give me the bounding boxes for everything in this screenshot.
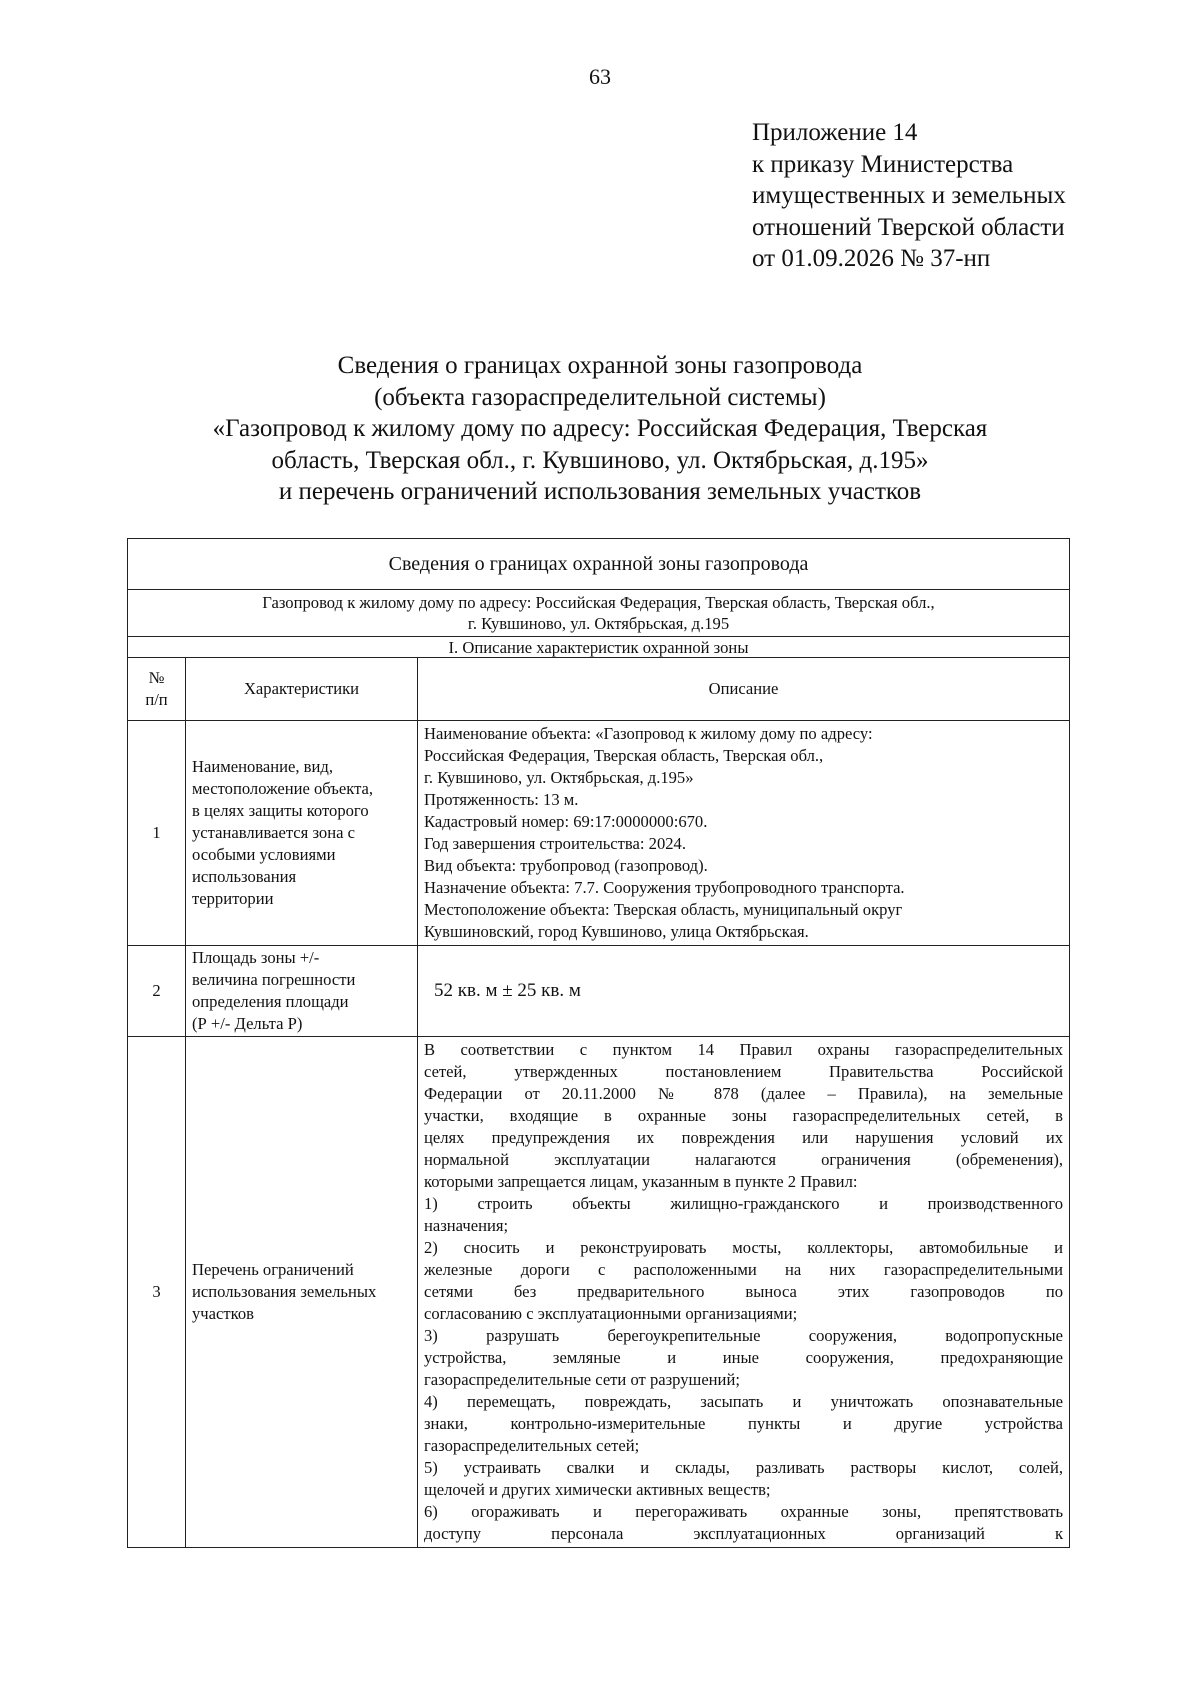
description-line: знаки, контрольно-измерительные пункты и другие устройства [424,1414,1064,1433]
description-line: щелочей и других химически активных веществ; [424,1480,771,1499]
characteristic-line: определения площади [192,992,349,1011]
description-line: г. Кувшиново, ул. Октябрьская, д.195» [424,768,694,787]
column-header-description: Описание [418,658,1070,721]
characteristic-line: Площадь зоны +/- [192,948,320,967]
description-line: Кувшиновский, город Кувшиново, улица Октябрьская. [424,922,809,941]
description-line: нормальной эксплуатации налагаются ограничения (обременения), [424,1150,1064,1169]
row-description [418,1037,1070,1548]
description-line: устройства, земляные и иные сооружения, предохраняющие [424,1348,1064,1367]
column-header-number-line: п/п [145,690,168,709]
description-line: сетей, утвержденных постановлением Правительства Российской [424,1062,1064,1081]
description-line: согласованию с эксплуатационными организациями; [424,1304,798,1323]
column-header-characteristics: Характеристики [186,658,418,721]
description-line: 2) сносить и реконструировать мосты, коллекторы, автомобильные и [424,1238,1064,1257]
description-line: Год завершения строительства: 2024. [424,834,686,853]
description-line: Протяженность: 13 м. [424,790,579,809]
title-line: (объекта газораспределительной системы) [374,383,826,411]
description-line: В соответствии с пунктом 14 Правил охраны газораспределительных [424,1040,1064,1059]
column-header-number [128,658,186,721]
description-line: доступу персонала эксплуатационных организаций к [424,1524,1064,1543]
characteristic-line: Наименование, вид, [192,757,333,776]
protection-zone-table [127,538,1070,1548]
characteristic-line: использования земельных [192,1282,377,1301]
description-line: назначения; [424,1216,509,1235]
characteristic-line: (Р +/- Дельта Р) [192,1014,303,1033]
object-name-line: Газопровод к жилому дому по адресу: Российская Федерация, Тверская область, Тверская обл., [262,593,935,612]
characteristic-line: участков [192,1304,254,1323]
table-row [128,1037,1070,1548]
title-line: область, Тверская обл., г. Кувшиново, ул. Октябрьская, д.195» [271,446,929,474]
description-line: 6) огораживать и перегораживать охранные зоны, препятствовать [424,1502,1064,1521]
description-line: 1) строить объекты жилищно-гражданского и производственного [424,1194,1064,1213]
row-description [418,721,1070,946]
description-line: Наименование объекта: «Газопровод к жилому дому по адресу: [424,724,873,743]
description-line: участки, входящие в охранные зоны газораспределительных сетей, в [424,1106,1064,1125]
description-line: которыми запрещается лицам, указанным в пункте 2 Правил: [424,1172,858,1191]
zone-area-value: 52 кв. м ± 25 кв. м [418,946,1070,1037]
title-line: и перечень ограничений использования земельных участков [278,478,922,505]
description-line: 4) перемещать, повреждать, засыпать и уничтожать опознавательные [424,1392,1064,1411]
characteristic-line: территории [192,889,274,908]
table-object-name [128,590,1070,637]
characteristic-line: особыми условиями [192,845,336,864]
row-number: 3 [128,1037,186,1548]
table-header-row [128,658,1070,721]
description-line: Федерации от 20.11.2000 № 878 (далее – Правила), на земельные [424,1084,1064,1103]
characteristic-line: в целях защиты которого [192,801,369,820]
appendix-header [752,117,1066,275]
description-line: газораспределительных сетей; [424,1436,640,1455]
description-line: Местоположение объекта: Тверская область, муниципальный округ [424,900,903,919]
object-name-line: г. Кувшиново, ул. Октябрьская, д.195 [467,614,730,633]
characteristic-line: использования [192,867,297,886]
description-line: Кадастровый номер: 69:17:0000000:670. [424,812,708,831]
description-line: Российская Федерация, Тверская область, Тверская обл., [424,746,824,765]
appendix-line: Приложение 14 [752,119,918,146]
description-line: Вид объекта: трубопровод (газопровод). [424,856,708,875]
description-line: газораспределительные сети от разрушений; [424,1370,740,1389]
page-number: 63 [589,64,611,89]
appendix-line: от 01.09.2026 № 37-нп [752,245,991,272]
title-line: «Газопровод к жилому дому по адресу: Российская Федерация, Тверская [212,415,988,442]
characteristic-line: местоположение объекта, [192,779,374,798]
table-row [128,721,1070,946]
title-line: Сведения о границах охранной зоны газопровода [337,352,863,379]
description-line: 3) разрушать берегоукрепительные сооружения, водопропускные [424,1326,1064,1345]
description-line: 5) устраивать свалки и склады, разливать растворы кислот, солей, [424,1458,1064,1477]
characteristic-line: устанавливается зона с [192,823,355,842]
row-characteristic [186,721,418,946]
description-line: сетями без предварительного выноса этих газопроводов по [424,1282,1064,1301]
row-characteristic [186,946,418,1037]
row-number: 2 [128,946,186,1037]
table-section-title: I. Описание характеристик охранной зоны [128,637,1070,658]
appendix-line: отношений Тверской области [752,213,1065,241]
table-row [128,946,1070,1037]
row-characteristic [186,1037,418,1548]
column-header-number-line: № [148,668,165,687]
description-line: целях предупреждения их повреждения или нарушения условий их [424,1128,1064,1147]
description-line: железные дороги с расположенными на них газораспределительными [424,1260,1064,1279]
table-heading: Сведения о границах охранной зоны газопровода [128,539,1070,590]
characteristic-line: Перечень ограничений [192,1260,354,1279]
description-line: Назначение объекта: 7.7. Сооружения трубопроводного транспорта. [424,878,905,897]
appendix-line: имущественных и земельных [752,182,1066,209]
row-number: 1 [128,721,186,946]
characteristic-line: величина погрешности [192,970,356,989]
appendix-line: к приказу Министерства [752,150,1014,178]
document-title [130,350,1070,508]
